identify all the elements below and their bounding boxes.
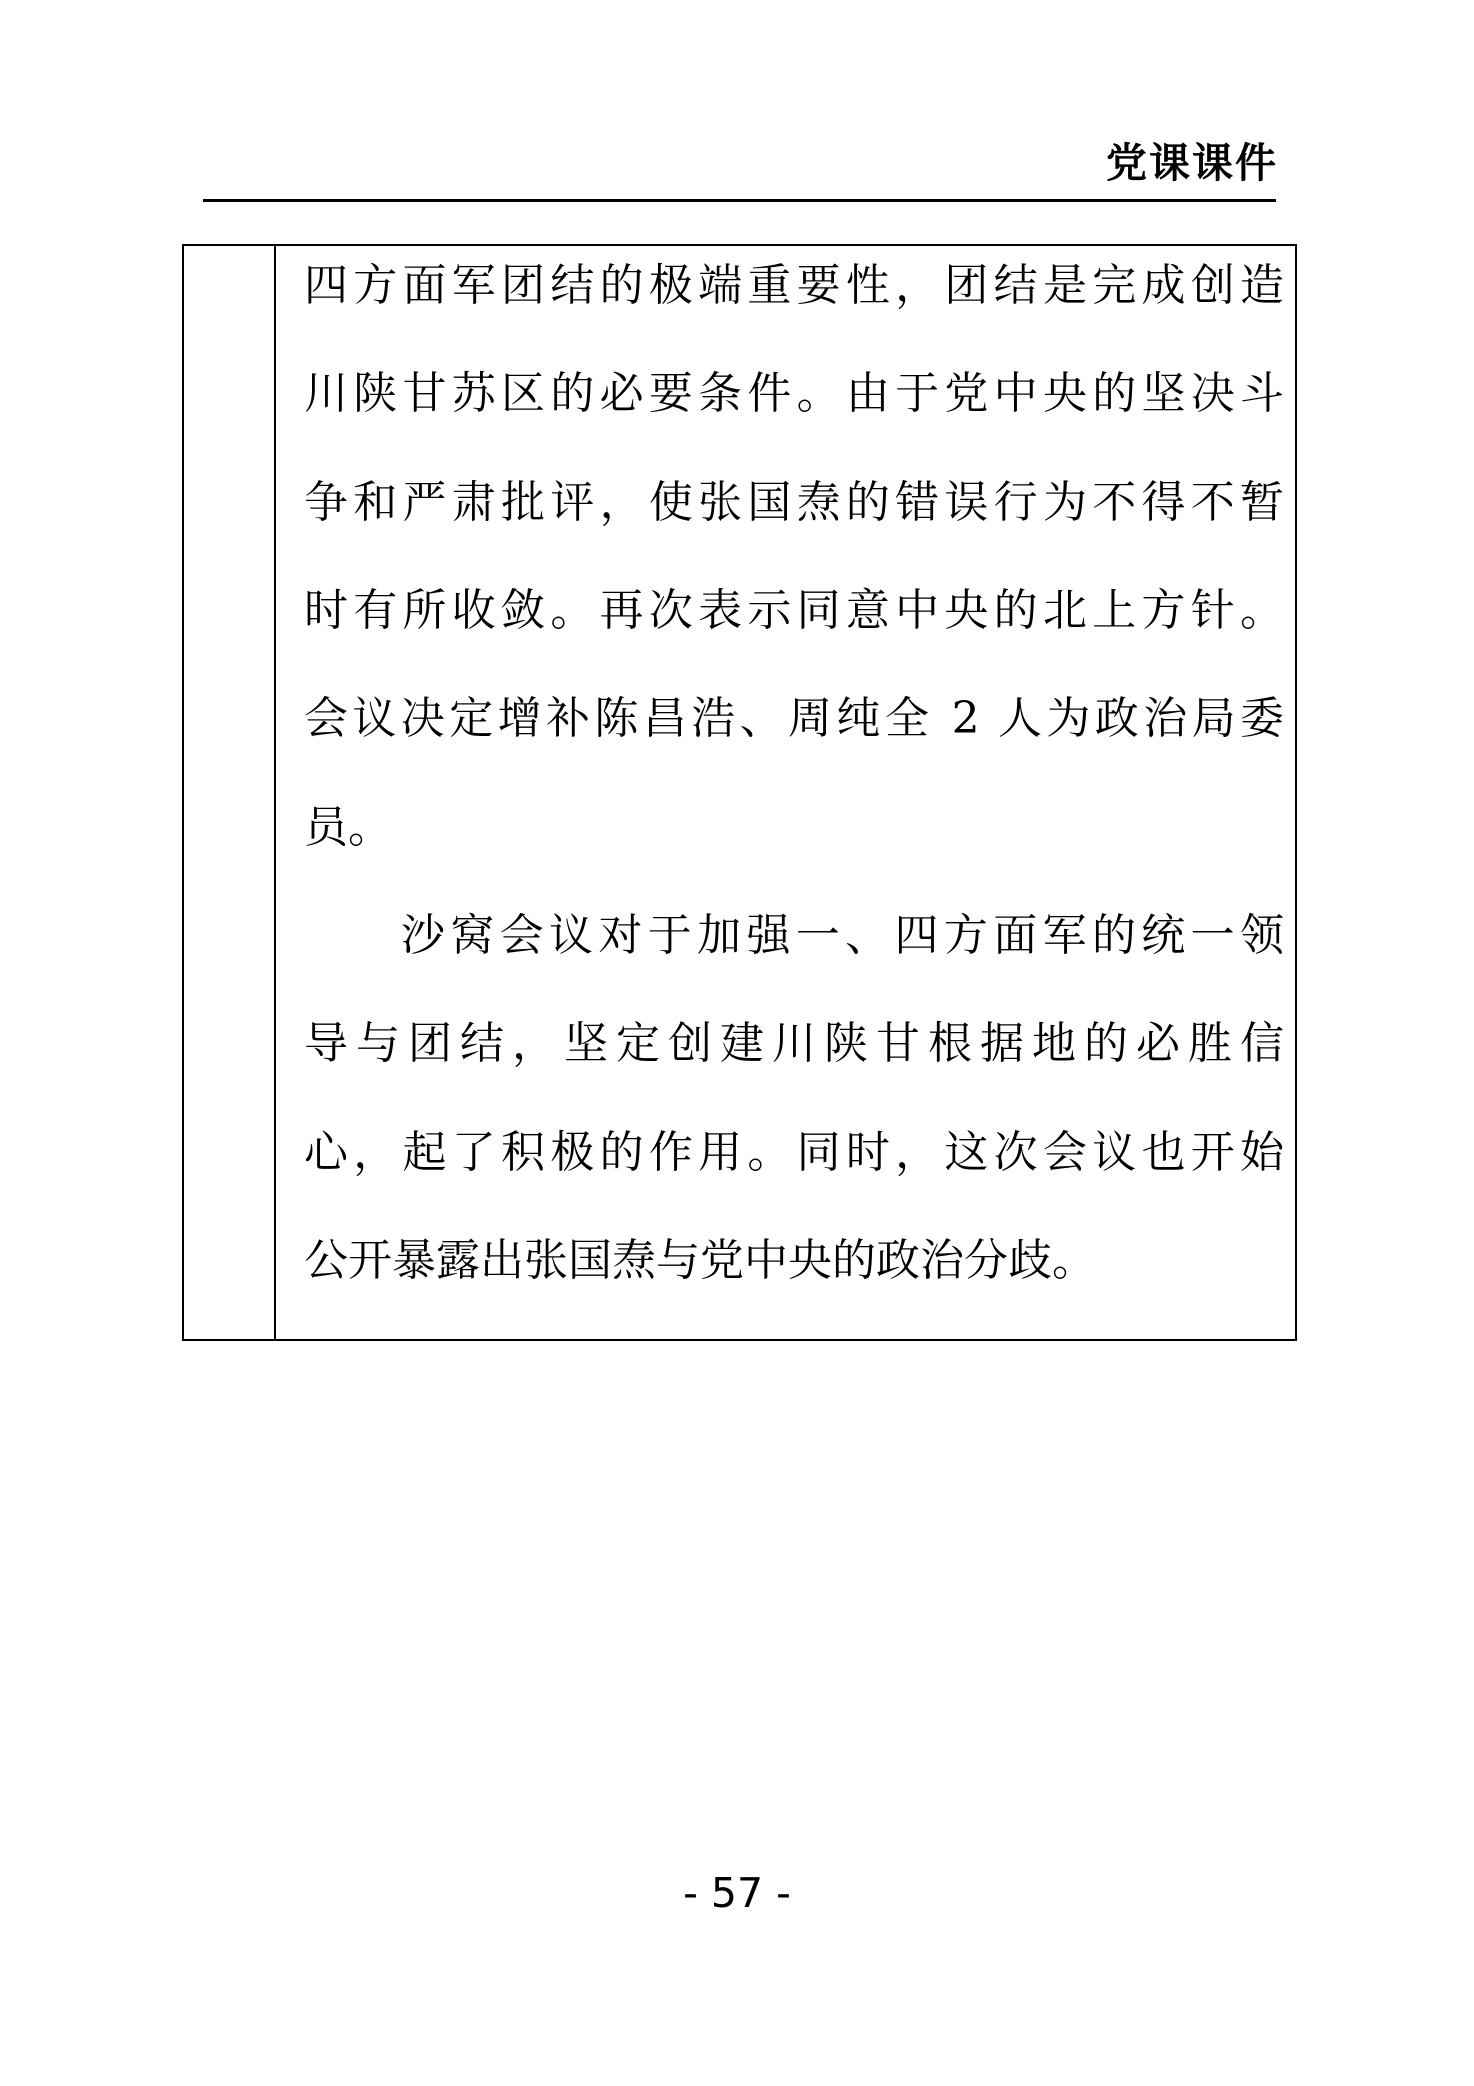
table-left-cell [184, 246, 276, 1339]
text-line: 会议决定增补陈昌浩、周纯全 2 人为政治局委 [304, 693, 1284, 744]
text-line: 员。 [304, 802, 392, 853]
text-line: 公开暴露出张国焘与党中央的政治分歧。 [304, 1235, 1096, 1286]
text-line: 争和严肃批评，使张国焘的错误行为不得不暂 [304, 477, 1284, 528]
text-line: 川陕甘苏区的必要条件。由于党中央的坚决斗 [304, 368, 1284, 419]
text-line: 沙窝会议对于加强一、四方面军的统一领 [401, 910, 1284, 961]
text-line: 导与团结，坚定创建川陕甘根据地的必胜信 [304, 1018, 1284, 1069]
text-line: 时有所收敛。再次表示同意中央的北上方针。 [304, 585, 1284, 636]
text-line: 心，起了积极的作用。同时，这次会议也开始 [304, 1127, 1284, 1178]
table-text-cell [276, 246, 1295, 1339]
page-number: - 57 - [683, 1869, 791, 1917]
text-line: 四方面军团结的极端重要性，团结是完成创造 [304, 260, 1284, 311]
page-header-title: 党课课件 [1106, 139, 1278, 187]
content-table [182, 244, 1297, 1341]
header-rule [203, 199, 1276, 202]
